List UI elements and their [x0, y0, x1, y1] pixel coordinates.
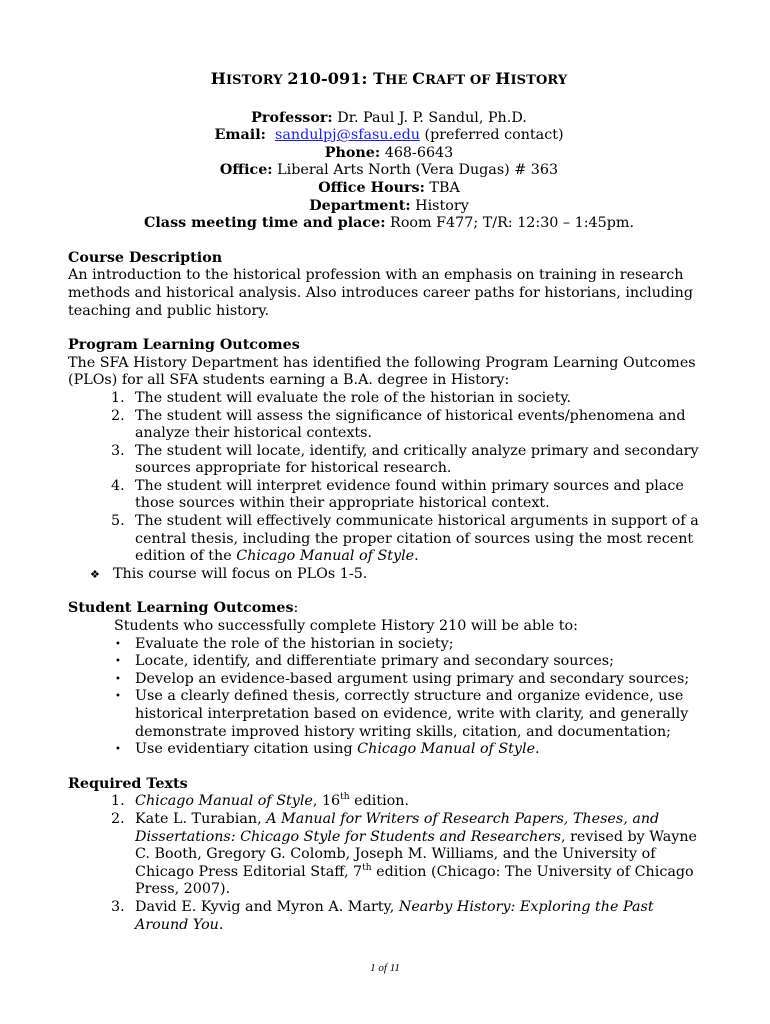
list-item — [68, 811, 710, 899]
email-line — [68, 127, 710, 145]
item-text: The student will assess the significance of historical events/phenomena and analyze their historical contexts. — [135, 407, 686, 442]
title-part: ISTORY — [510, 73, 568, 88]
plo-intro: The SFA History Department has identified the following Program Learning Outcomes (PLOs) for all SFA students earning a B.A. degree in History: — [68, 354, 696, 389]
item-italic: A Manual for Writers of Research Papers, Theses, and Dissertations: Chicago Style for Students and Researchers — [135, 810, 660, 845]
item-text: edition. — [349, 793, 410, 810]
bullet-icon: • — [115, 691, 121, 703]
course-title — [68, 70, 710, 90]
item-italic: Chicago Manual of Style — [357, 741, 536, 758]
list-item — [68, 688, 710, 741]
class-meeting-line — [68, 215, 710, 233]
list-item — [68, 793, 710, 811]
item-text: Evaluate the role of the historian in society; — [135, 635, 454, 652]
professor-value: Dr. Paul J. P. Sandul, Ph.D. — [332, 109, 527, 126]
item-punct: . — [535, 741, 540, 758]
item-superscript: th — [362, 862, 372, 873]
item-text: The student will locate, identify, and critically analyze primary and secondary sources appropriate for historical research. — [135, 442, 699, 477]
item-number: 3. — [111, 442, 125, 459]
email-note: (preferred contact) — [419, 127, 564, 144]
professor-line — [68, 110, 710, 128]
title-part: 210-091: T — [287, 69, 386, 88]
item-number: 4. — [111, 477, 125, 494]
item-text: David E. Kyvig and Myron A. Marty, — [135, 898, 399, 915]
list-item — [68, 513, 710, 566]
item-number: 1. — [111, 389, 125, 406]
office-label: Office: — [219, 162, 273, 179]
phone-value: 468-6643 — [380, 144, 454, 161]
required-texts-list — [68, 793, 710, 934]
item-text: Use a clearly defined thesis, correctly structure and organize evidence, use historical interpretation based on evidence, write with clarity, and generally demonstrate improved history writing skills, citation, and documentation; — [135, 688, 689, 740]
item-punct: . — [414, 548, 419, 565]
item-text: edition (Chicago: The University of Chicago Press, 2007). — [135, 863, 694, 898]
plo-heading: Program Learning Outcomes — [68, 337, 300, 354]
item-text: Develop an evidence-based argument using primary and secondary sources; — [135, 670, 690, 687]
department-label: Department: — [309, 197, 411, 214]
course-description-heading: Course Description — [68, 249, 223, 266]
slo-section — [68, 600, 710, 758]
bullet-icon: • — [115, 673, 121, 685]
class-meeting-label: Class meeting time and place: — [144, 215, 386, 232]
item-text: , revised by Wayne C. Booth, Gregory G. Colomb, Joseph M. Williams, and the University of Chicago Press Editorial Staff, 7 — [135, 828, 698, 880]
item-text: The student will evaluate the role of the historian in society. — [135, 389, 572, 406]
item-number: 3. — [111, 898, 125, 915]
required-texts-heading: Required Texts — [68, 775, 188, 792]
email-label: Email: — [214, 127, 266, 144]
required-texts-section — [68, 776, 710, 934]
list-item — [68, 653, 710, 671]
list-item — [68, 408, 710, 443]
professor-label: Professor: — [251, 109, 333, 126]
item-text: , 16 — [312, 793, 341, 810]
item-number: 5. — [111, 513, 125, 530]
item-text: The student will effectively communicate historical arguments in support of a central thesis, including the proper citation of sources using the most recent edition of the — [135, 513, 699, 565]
list-item — [68, 671, 710, 689]
syllabus-header — [68, 70, 710, 233]
title-part: HE — [385, 73, 408, 88]
list-item — [68, 741, 710, 759]
bullet-icon: • — [115, 656, 121, 668]
item-text: The student will interpret evidence found within primary sources and place those sources within their appropriate historical context. — [135, 477, 684, 512]
list-item — [68, 443, 710, 478]
bullet-icon: • — [115, 744, 121, 756]
page-footer — [0, 960, 770, 978]
phone-line — [68, 145, 710, 163]
department-line — [68, 198, 710, 216]
slo-intro: Students who successfully complete History 210 will be able to: — [114, 618, 578, 635]
list-item — [68, 899, 710, 934]
page-total: 11 — [389, 962, 400, 974]
phone-label: Phone: — [324, 144, 381, 161]
office-hours-line — [68, 180, 710, 198]
bullet-icon: • — [115, 638, 121, 650]
item-text: Kate L. Turabian, — [135, 810, 267, 827]
email-link[interactable]: sandulpj@sfasu.edu — [275, 127, 420, 144]
item-text: Locate, identify, and differentiate primary and secondary sources; — [135, 653, 614, 670]
list-item — [68, 390, 710, 408]
title-part: RAFT OF — [425, 73, 491, 88]
plo-section — [68, 337, 710, 583]
item-number: 2. — [111, 407, 125, 424]
plo-focus-note — [68, 566, 710, 584]
course-description-section — [68, 250, 710, 320]
item-number: 1. — [111, 793, 125, 810]
office-hours-label: Office Hours: — [318, 179, 425, 196]
item-italic: Nearby History: Exploring the Past Around You — [135, 898, 654, 933]
title-part: ISTORY — [225, 73, 283, 88]
office-value: Liberal Arts North (Vera Dugas) # 363 — [272, 162, 559, 179]
slo-heading-line — [68, 600, 710, 618]
title-part: H — [495, 69, 511, 88]
plo-list — [68, 390, 710, 566]
page-of: of — [378, 962, 387, 974]
office-line — [68, 162, 710, 180]
list-item — [68, 478, 710, 513]
item-superscript: th — [340, 792, 350, 803]
slo-list — [68, 636, 710, 759]
page-number: 1 — [370, 962, 376, 974]
item-text: Use evidentiary citation using — [135, 741, 358, 758]
item-text: . — [218, 916, 224, 933]
diamond-bullet-icon: ❖ — [90, 567, 100, 581]
office-hours-value: TBA — [424, 179, 460, 196]
item-italic: Chicago Manual of Style — [236, 548, 415, 565]
department-value: History — [410, 197, 469, 214]
slo-colon: : — [293, 600, 299, 617]
slo-heading: Student Learning Outcomes — [68, 600, 294, 617]
item-number: 2. — [111, 810, 125, 827]
plo-focus-text: This course will focus on PLOs 1-5. — [113, 565, 368, 582]
course-description-text: An introduction to the historical profession with an emphasis on training in research methods and historical analysis. Also introduces career paths for historians, including teaching and public history. — [68, 267, 694, 319]
title-part: H — [210, 69, 226, 88]
item-italic: Chicago Manual of Style — [135, 793, 313, 810]
class-meeting-value: Room F477; T/R: 12:30 – 1:45pm. — [385, 215, 634, 232]
list-item — [68, 636, 710, 654]
title-part: C — [412, 69, 426, 88]
